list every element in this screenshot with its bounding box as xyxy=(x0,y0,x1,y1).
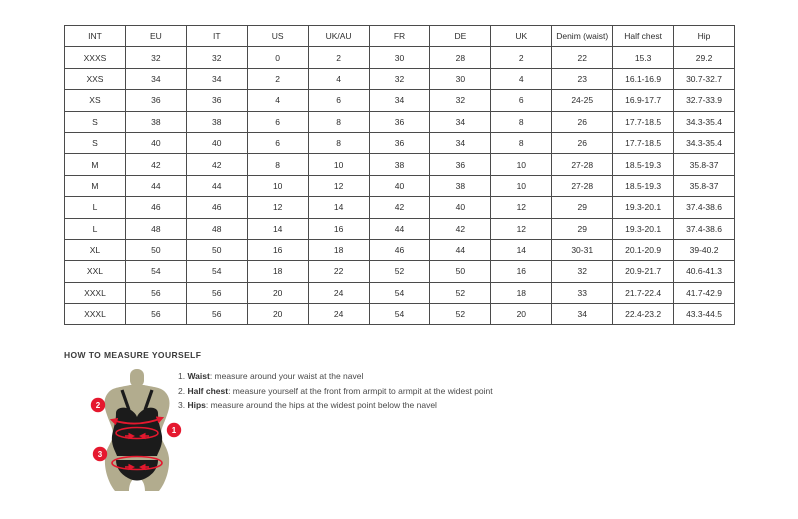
table-cell: 32 xyxy=(369,68,430,89)
marker-waist-number: 1 xyxy=(171,426,177,435)
table-cell: 8 xyxy=(247,154,308,175)
table-cell: 32 xyxy=(186,47,247,68)
table-cell: XXL xyxy=(65,261,126,282)
table-cell: 34 xyxy=(430,132,491,153)
table-cell: 50 xyxy=(186,239,247,260)
column-header: Half chest xyxy=(613,26,674,47)
marker-hips-number: 3 xyxy=(97,450,103,459)
table-cell: XS xyxy=(65,90,126,111)
table-row xyxy=(65,90,735,111)
table-cell: 10 xyxy=(247,175,308,196)
table-cell: 12 xyxy=(491,197,552,218)
table-row xyxy=(65,154,735,175)
table-cell: 32 xyxy=(552,261,613,282)
table-cell: 42 xyxy=(430,218,491,239)
table-cell: 16 xyxy=(247,239,308,260)
table-cell: 26 xyxy=(552,132,613,153)
table-cell: 48 xyxy=(186,218,247,239)
table-cell: 44 xyxy=(430,239,491,260)
table-row xyxy=(65,68,735,89)
table-cell: 30.7-32.7 xyxy=(674,68,735,89)
table-cell: 2 xyxy=(491,47,552,68)
table-cell: 30 xyxy=(369,47,430,68)
table-cell: 42 xyxy=(369,197,430,218)
table-cell: 43.3-44.5 xyxy=(674,304,735,325)
table-cell: 17.7-18.5 xyxy=(613,132,674,153)
size-chart-header xyxy=(65,26,735,47)
table-cell: 20.1-20.9 xyxy=(613,239,674,260)
table-row xyxy=(65,282,735,303)
column-header: Hip xyxy=(674,26,735,47)
table-cell: L xyxy=(65,197,126,218)
table-cell: 42 xyxy=(186,154,247,175)
step-label: Hips xyxy=(187,400,206,410)
table-cell: 12 xyxy=(308,175,369,196)
table-cell: 54 xyxy=(369,304,430,325)
mannequin-illustration xyxy=(84,367,190,493)
table-cell: 29 xyxy=(552,218,613,239)
table-cell: 18.5-19.3 xyxy=(613,154,674,175)
table-cell: 16 xyxy=(308,218,369,239)
table-cell: 24 xyxy=(308,282,369,303)
table-cell: 36 xyxy=(186,90,247,111)
step-label: Waist xyxy=(187,371,210,381)
table-cell: 38 xyxy=(186,111,247,132)
measure-step xyxy=(178,386,493,396)
step-text: : measure around the hips at the widest point below the navel xyxy=(205,400,437,410)
table-cell: 42 xyxy=(125,154,186,175)
table-cell: 10 xyxy=(491,154,552,175)
size-chart-table xyxy=(64,25,735,325)
table-cell: 38 xyxy=(125,111,186,132)
step-number: 3. xyxy=(178,400,188,410)
table-row xyxy=(65,132,735,153)
column-header: UK xyxy=(491,26,552,47)
table-cell: 34 xyxy=(125,68,186,89)
column-header: EU xyxy=(125,26,186,47)
measure-steps-list xyxy=(178,371,493,415)
table-cell: 54 xyxy=(186,261,247,282)
table-cell: 20 xyxy=(247,282,308,303)
table-cell: 34.3-35.4 xyxy=(674,132,735,153)
table-cell: 52 xyxy=(369,261,430,282)
step-label: Half chest xyxy=(187,385,229,396)
table-cell: 56 xyxy=(186,282,247,303)
table-cell: 6 xyxy=(247,111,308,132)
table-cell: 8 xyxy=(491,111,552,132)
table-cell: 37.4-38.6 xyxy=(674,218,735,239)
table-cell: 28 xyxy=(430,47,491,68)
table-cell: 34.3-35.4 xyxy=(674,111,735,132)
table-cell: 32 xyxy=(430,90,491,111)
table-cell: M xyxy=(65,175,126,196)
measure-step xyxy=(178,400,493,410)
table-cell: 18.5-19.3 xyxy=(613,175,674,196)
table-cell: 18 xyxy=(308,239,369,260)
table-cell: XXXS xyxy=(65,47,126,68)
table-cell: 39-40.2 xyxy=(674,239,735,260)
table-cell: 38 xyxy=(430,175,491,196)
table-cell: 16.1-16.9 xyxy=(613,68,674,89)
table-cell: 26 xyxy=(552,111,613,132)
table-cell: 40 xyxy=(369,175,430,196)
step-number: 2. xyxy=(178,385,188,396)
step-number: 1. xyxy=(178,371,188,381)
table-cell: 2 xyxy=(308,47,369,68)
measure-step xyxy=(178,371,493,381)
table-cell: 32.7-33.9 xyxy=(674,90,735,111)
table-cell: 56 xyxy=(125,282,186,303)
table-cell: XL xyxy=(65,239,126,260)
table-cell: M xyxy=(65,154,126,175)
column-header: UK/AU xyxy=(308,26,369,47)
table-cell: 52 xyxy=(430,282,491,303)
table-cell: 44 xyxy=(125,175,186,196)
measure-section-title: HOW TO MEASURE YOURSELF xyxy=(64,350,202,360)
header-row xyxy=(65,26,735,47)
mannequin-neck xyxy=(130,369,144,387)
table-cell: 18 xyxy=(247,261,308,282)
column-header: DE xyxy=(430,26,491,47)
table-cell: 40 xyxy=(125,132,186,153)
table-row xyxy=(65,218,735,239)
marker-hips xyxy=(93,447,107,461)
table-cell: XXS xyxy=(65,68,126,89)
table-cell: 10 xyxy=(491,175,552,196)
table-row xyxy=(65,197,735,218)
table-row xyxy=(65,175,735,196)
table-cell: 8 xyxy=(308,111,369,132)
table-cell: 20 xyxy=(247,304,308,325)
table-cell: XXXL xyxy=(65,304,126,325)
table-cell: 22.4-23.2 xyxy=(613,304,674,325)
table-cell: 44 xyxy=(186,175,247,196)
table-cell: 21.7-22.4 xyxy=(613,282,674,303)
table-row xyxy=(65,47,735,68)
table-cell: 41.7-42.9 xyxy=(674,282,735,303)
size-chart-body xyxy=(65,47,735,325)
table-cell: 20 xyxy=(491,304,552,325)
table-cell: 40 xyxy=(186,132,247,153)
table-cell: 32 xyxy=(125,47,186,68)
table-cell: 19.3-20.1 xyxy=(613,197,674,218)
table-cell: 12 xyxy=(247,197,308,218)
table-cell: 4 xyxy=(491,68,552,89)
table-cell: 50 xyxy=(125,239,186,260)
table-cell: 36 xyxy=(369,132,430,153)
table-cell: XXXL xyxy=(65,282,126,303)
table-cell: 50 xyxy=(430,261,491,282)
table-cell: 44 xyxy=(369,218,430,239)
table-cell: 30 xyxy=(430,68,491,89)
table-cell: 29.2 xyxy=(674,47,735,68)
column-header: US xyxy=(247,26,308,47)
table-cell: 35.8-37 xyxy=(674,175,735,196)
table-cell: 23 xyxy=(552,68,613,89)
table-cell: 36 xyxy=(430,154,491,175)
table-cell: 30-31 xyxy=(552,239,613,260)
table-cell: L xyxy=(65,218,126,239)
table-cell: 33 xyxy=(552,282,613,303)
table-cell: 34 xyxy=(552,304,613,325)
table-cell: 34 xyxy=(186,68,247,89)
table-cell: 46 xyxy=(369,239,430,260)
table-cell: 19.3-20.1 xyxy=(613,218,674,239)
table-row xyxy=(65,239,735,260)
table-cell: 14 xyxy=(247,218,308,239)
table-cell: 36 xyxy=(125,90,186,111)
table-cell: 52 xyxy=(430,304,491,325)
table-cell: 8 xyxy=(491,132,552,153)
table-cell: 22 xyxy=(552,47,613,68)
table-cell: 6 xyxy=(491,90,552,111)
table-cell: 0 xyxy=(247,47,308,68)
table-cell: 27-28 xyxy=(552,175,613,196)
table-cell: 16 xyxy=(491,261,552,282)
marker-waist xyxy=(167,423,181,437)
column-header: INT xyxy=(65,26,126,47)
marker-chest-number: 2 xyxy=(95,401,101,410)
table-cell: 40 xyxy=(430,197,491,218)
table-cell: 29 xyxy=(552,197,613,218)
table-cell: 54 xyxy=(369,282,430,303)
table-cell: 17.7-18.5 xyxy=(613,111,674,132)
table-cell: 36 xyxy=(369,111,430,132)
column-header: IT xyxy=(186,26,247,47)
mannequin-figure xyxy=(84,367,190,493)
table-cell: 24 xyxy=(308,304,369,325)
table-cell: 34 xyxy=(430,111,491,132)
table-cell: 12 xyxy=(491,218,552,239)
table-cell: 27-28 xyxy=(552,154,613,175)
table-cell: 34 xyxy=(369,90,430,111)
table-cell: 40.6-41.3 xyxy=(674,261,735,282)
table-cell: 46 xyxy=(125,197,186,218)
table-cell: 6 xyxy=(247,132,308,153)
column-header: FR xyxy=(369,26,430,47)
table-cell: 2 xyxy=(247,68,308,89)
column-header: Denim (waist) xyxy=(552,26,613,47)
table-cell: 16.9-17.7 xyxy=(613,90,674,111)
table-cell: 56 xyxy=(186,304,247,325)
table-cell: 35.8-37 xyxy=(674,154,735,175)
table-cell: 15.3 xyxy=(613,47,674,68)
table-cell: 22 xyxy=(308,261,369,282)
step-text: : measure yourself at the front from armpit to armpit at the widest point xyxy=(228,385,493,396)
table-cell: 14 xyxy=(491,239,552,260)
step-text: : measure around your waist at the navel xyxy=(209,371,364,381)
table-cell: 56 xyxy=(125,304,186,325)
table-cell: 8 xyxy=(308,132,369,153)
table-row xyxy=(65,304,735,325)
table-cell: 48 xyxy=(125,218,186,239)
table-cell: 10 xyxy=(308,154,369,175)
table-cell: S xyxy=(65,111,126,132)
table-row xyxy=(65,261,735,282)
table-cell: 37.4-38.6 xyxy=(674,197,735,218)
table-cell: 4 xyxy=(247,90,308,111)
table-cell: 6 xyxy=(308,90,369,111)
table-cell: 14 xyxy=(308,197,369,218)
table-cell: 24-25 xyxy=(552,90,613,111)
marker-chest xyxy=(91,398,105,412)
table-cell: S xyxy=(65,132,126,153)
table-row xyxy=(65,111,735,132)
table-cell: 18 xyxy=(491,282,552,303)
table-cell: 38 xyxy=(369,154,430,175)
table-cell: 20.9-21.7 xyxy=(613,261,674,282)
table-cell: 4 xyxy=(308,68,369,89)
table-cell: 46 xyxy=(186,197,247,218)
table-cell: 54 xyxy=(125,261,186,282)
